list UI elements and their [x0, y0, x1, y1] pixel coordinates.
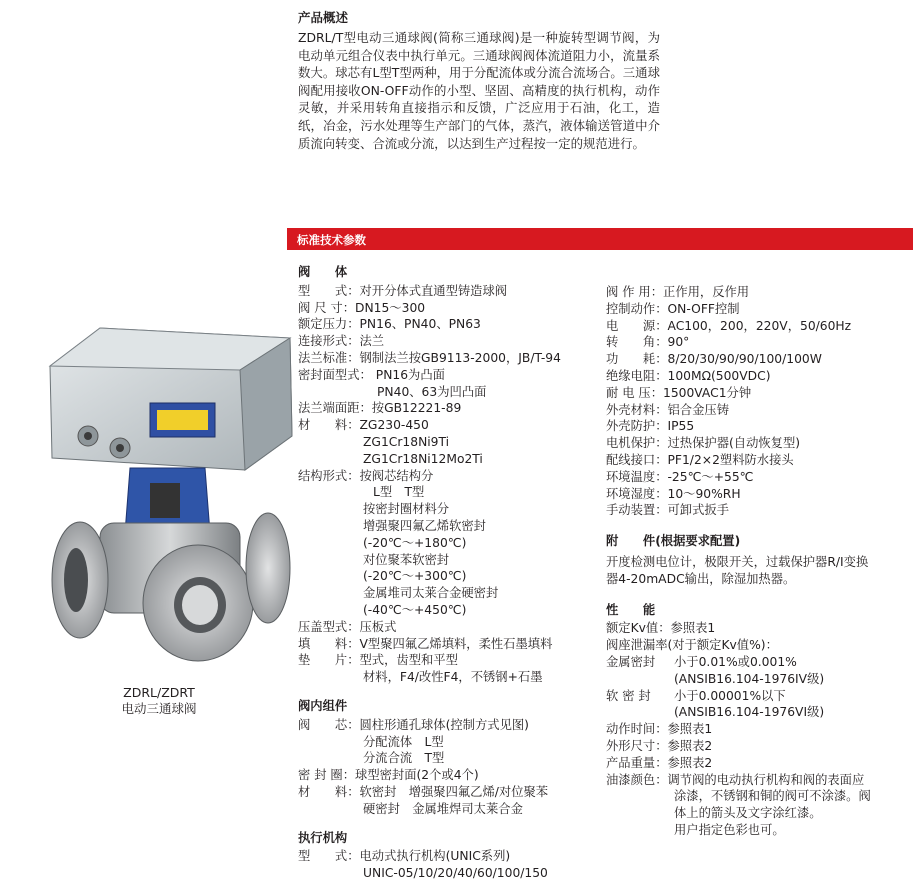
spec-row: 连接形式： 法兰 [298, 334, 385, 349]
intro-paragraph: ZDRL/T型电动三通球阀(简称三通球阀)是一种旋转型调节阀，为电动单元组合仪表中执行单元。三通球阀阀体流道阻力小，流量系数大。球芯有L型T型两种，用于分配流体或分流合流场合。三通球阀配用接收ON-OFF动作的小型、坚固、高精度的执行机构，动作灵敏，并采用转角直接指示和反馈，广泛应用于石油，化工，造纸，冶金，污水处理等生产部门的气体，蒸汽，液体输送管道中介质流向转变、合流或分流，以达到生产过程按一定的规范进行。 [298, 30, 660, 151]
intro-title: 产品概述 [298, 10, 349, 25]
section-title-internals: 阀内组件 [298, 698, 348, 713]
spec-row: 材 料： ZG230-450 [298, 418, 429, 433]
spec-row: 型 式： 对开分体式直通型铸造球阀 [298, 283, 508, 298]
spec-continuation: 体上的箭头及文字涂红漆。 [674, 806, 822, 821]
spec-row: 油漆颜色： 调节阀的电动执行机构和阀的表面应 [606, 772, 865, 787]
spec-continuation: 材料，F4/改性F4，不锈钢+石墨 [363, 670, 543, 685]
accessories-text: 器4-20mADC输出，除湿加热器。 [606, 571, 796, 586]
spec-row: 动作时间： 参照表1 [606, 722, 713, 737]
spec-row: 软 密 封 小于0.00001%以下 [606, 688, 786, 703]
spec-row: 法兰端面距： 按GB12221-89 [298, 401, 462, 416]
section-title-performance: 性 能 [606, 602, 656, 617]
spec-continuation: 分配流体 L型 [363, 734, 444, 749]
spec-continuation: 增强聚四氟乙烯软密封 [363, 518, 486, 533]
section-title-actuator: 执行机构 [298, 830, 348, 845]
spec-header-bar [287, 228, 913, 250]
spec-row: 垫 片： 型式，齿型和平型 [298, 653, 458, 668]
spec-row: 产品重量： 参照表2 [606, 755, 713, 770]
spec-row: 外形尺寸： 参照表2 [606, 738, 713, 753]
caption-name: 电动三通球阀 [121, 701, 197, 716]
spec-continuation: (ANSIB16.104-1976IV级) [674, 671, 825, 686]
spec-row: 压盖型式： 压板式 [298, 619, 397, 634]
spec-continuation: 用户指定色彩也可。 [674, 822, 785, 837]
spec-row: 阀 作 用： 正作用，反作用 [606, 285, 750, 299]
spec-header-title: 标准技术参数 [297, 233, 366, 247]
spec-row: 耐 电 压： 1500VAC1分钟 [606, 385, 752, 400]
caption-model: ZDRL/ZDRT [123, 685, 195, 700]
product-caption [104, 685, 214, 717]
spec-continuation: 按密封圈材料分 [363, 502, 450, 517]
spec-row: 外壳防护： IP55 [606, 419, 695, 434]
spec-row: 填 料： V型聚四氟乙烯填料，柔性石墨填料 [298, 636, 553, 651]
left-spec-column [298, 264, 598, 882]
spec-row: 手动装置： 可卸式扳手 [606, 503, 729, 518]
spec-continuation: (-20℃～+300℃) [363, 569, 467, 584]
section-title-accessories: 附 件(根据要求配置) [606, 534, 741, 549]
spec-continuation: 涂漆，不锈钢和铜的阀可不涂漆。阀 [674, 789, 871, 804]
spec-row: 电机保护： 过热保护器(自动恢复型) [606, 436, 801, 451]
spec-continuation: ZG1Cr18Ni12Mo2Ti [363, 451, 483, 466]
spec-continuation: PN40、63为凹凸面 [377, 384, 487, 399]
performance-line: 额定Kv值：参照表1 [606, 621, 716, 636]
spec-continuation: (-20℃～+180℃) [363, 535, 467, 550]
performance-line: 阀座泄漏率(对于额定Kv值%)： [606, 638, 778, 653]
spec-continuation: 对位聚苯软密封 [363, 552, 450, 567]
spec-continuation: ZG1Cr18Ni9Ti [363, 434, 450, 449]
spec-row: 配线接口： PF1/2×2塑料防水接头 [606, 452, 794, 467]
spec-row: 额定压力： PN16、PN40、PN63 [298, 317, 481, 332]
section-title-valve-body: 阀 体 [298, 265, 348, 279]
spec-continuation: 硬密封 金属堆焊司太莱合金 [363, 801, 523, 816]
spec-row: 法兰标准： 钢制法兰按GB9113-2000，JB/T-94 [298, 350, 561, 365]
spec-continuation: 金属堆司太莱合金硬密封 [363, 586, 499, 601]
spec-continuation: L型 T型 [373, 485, 425, 500]
spec-row: 功 耗： 8/20/30/90/90/100/100W [606, 352, 822, 367]
spec-row: 阀 芯： 圆柱形通孔球体(控制方式见图) [298, 717, 529, 732]
spec-row: 阀 尺 寸： DN15～300 [298, 300, 426, 315]
spec-row: 金属密封 小于0.01%或0.001% [606, 654, 797, 669]
spec-continuation: UNIC-05/10/20/40/60/100/150 [363, 866, 548, 881]
spec-row: 控制动作： ON-OFF控制 [606, 301, 740, 316]
spec-row: 环境湿度： 10～90%RH [606, 486, 741, 501]
product-image [40, 318, 310, 678]
spec-row: 型 式： 电动式执行机构(UNIC系列) [298, 849, 511, 864]
spec-row: 材 料： 软密封 增强聚四氟乙烯/对位聚苯 [298, 784, 549, 799]
spec-row: 绝缘电阻： 100MΩ(500VDC) [606, 368, 771, 383]
spec-continuation: (ANSIB16.104-1976VI级) [674, 705, 825, 720]
spec-row: 外壳材料： 铝合金压铸 [606, 402, 729, 417]
spec-continuation: 分流合流 T型 [363, 751, 445, 766]
valve-illustration [40, 318, 310, 678]
spec-row: 电 源： AC100，200，220V，50/60Hz [606, 318, 852, 333]
right-spec-column [606, 284, 906, 839]
spec-row: 密 封 圈： 球型密封面(2个或4个) [298, 768, 479, 783]
spec-continuation: (-40℃～+450℃) [363, 602, 467, 617]
spec-row: 环境温度： -25℃～+55℃ [606, 469, 754, 484]
spec-row: 转 角： 90° [606, 335, 690, 350]
accessories-text: 开度检测电位计，极限开关，过载保护器R/I变换 [606, 554, 869, 569]
spec-row: 结构形式： 按阀芯结构分 [298, 468, 434, 483]
spec-row: 密封面型式： PN16为凸面 [298, 367, 445, 382]
